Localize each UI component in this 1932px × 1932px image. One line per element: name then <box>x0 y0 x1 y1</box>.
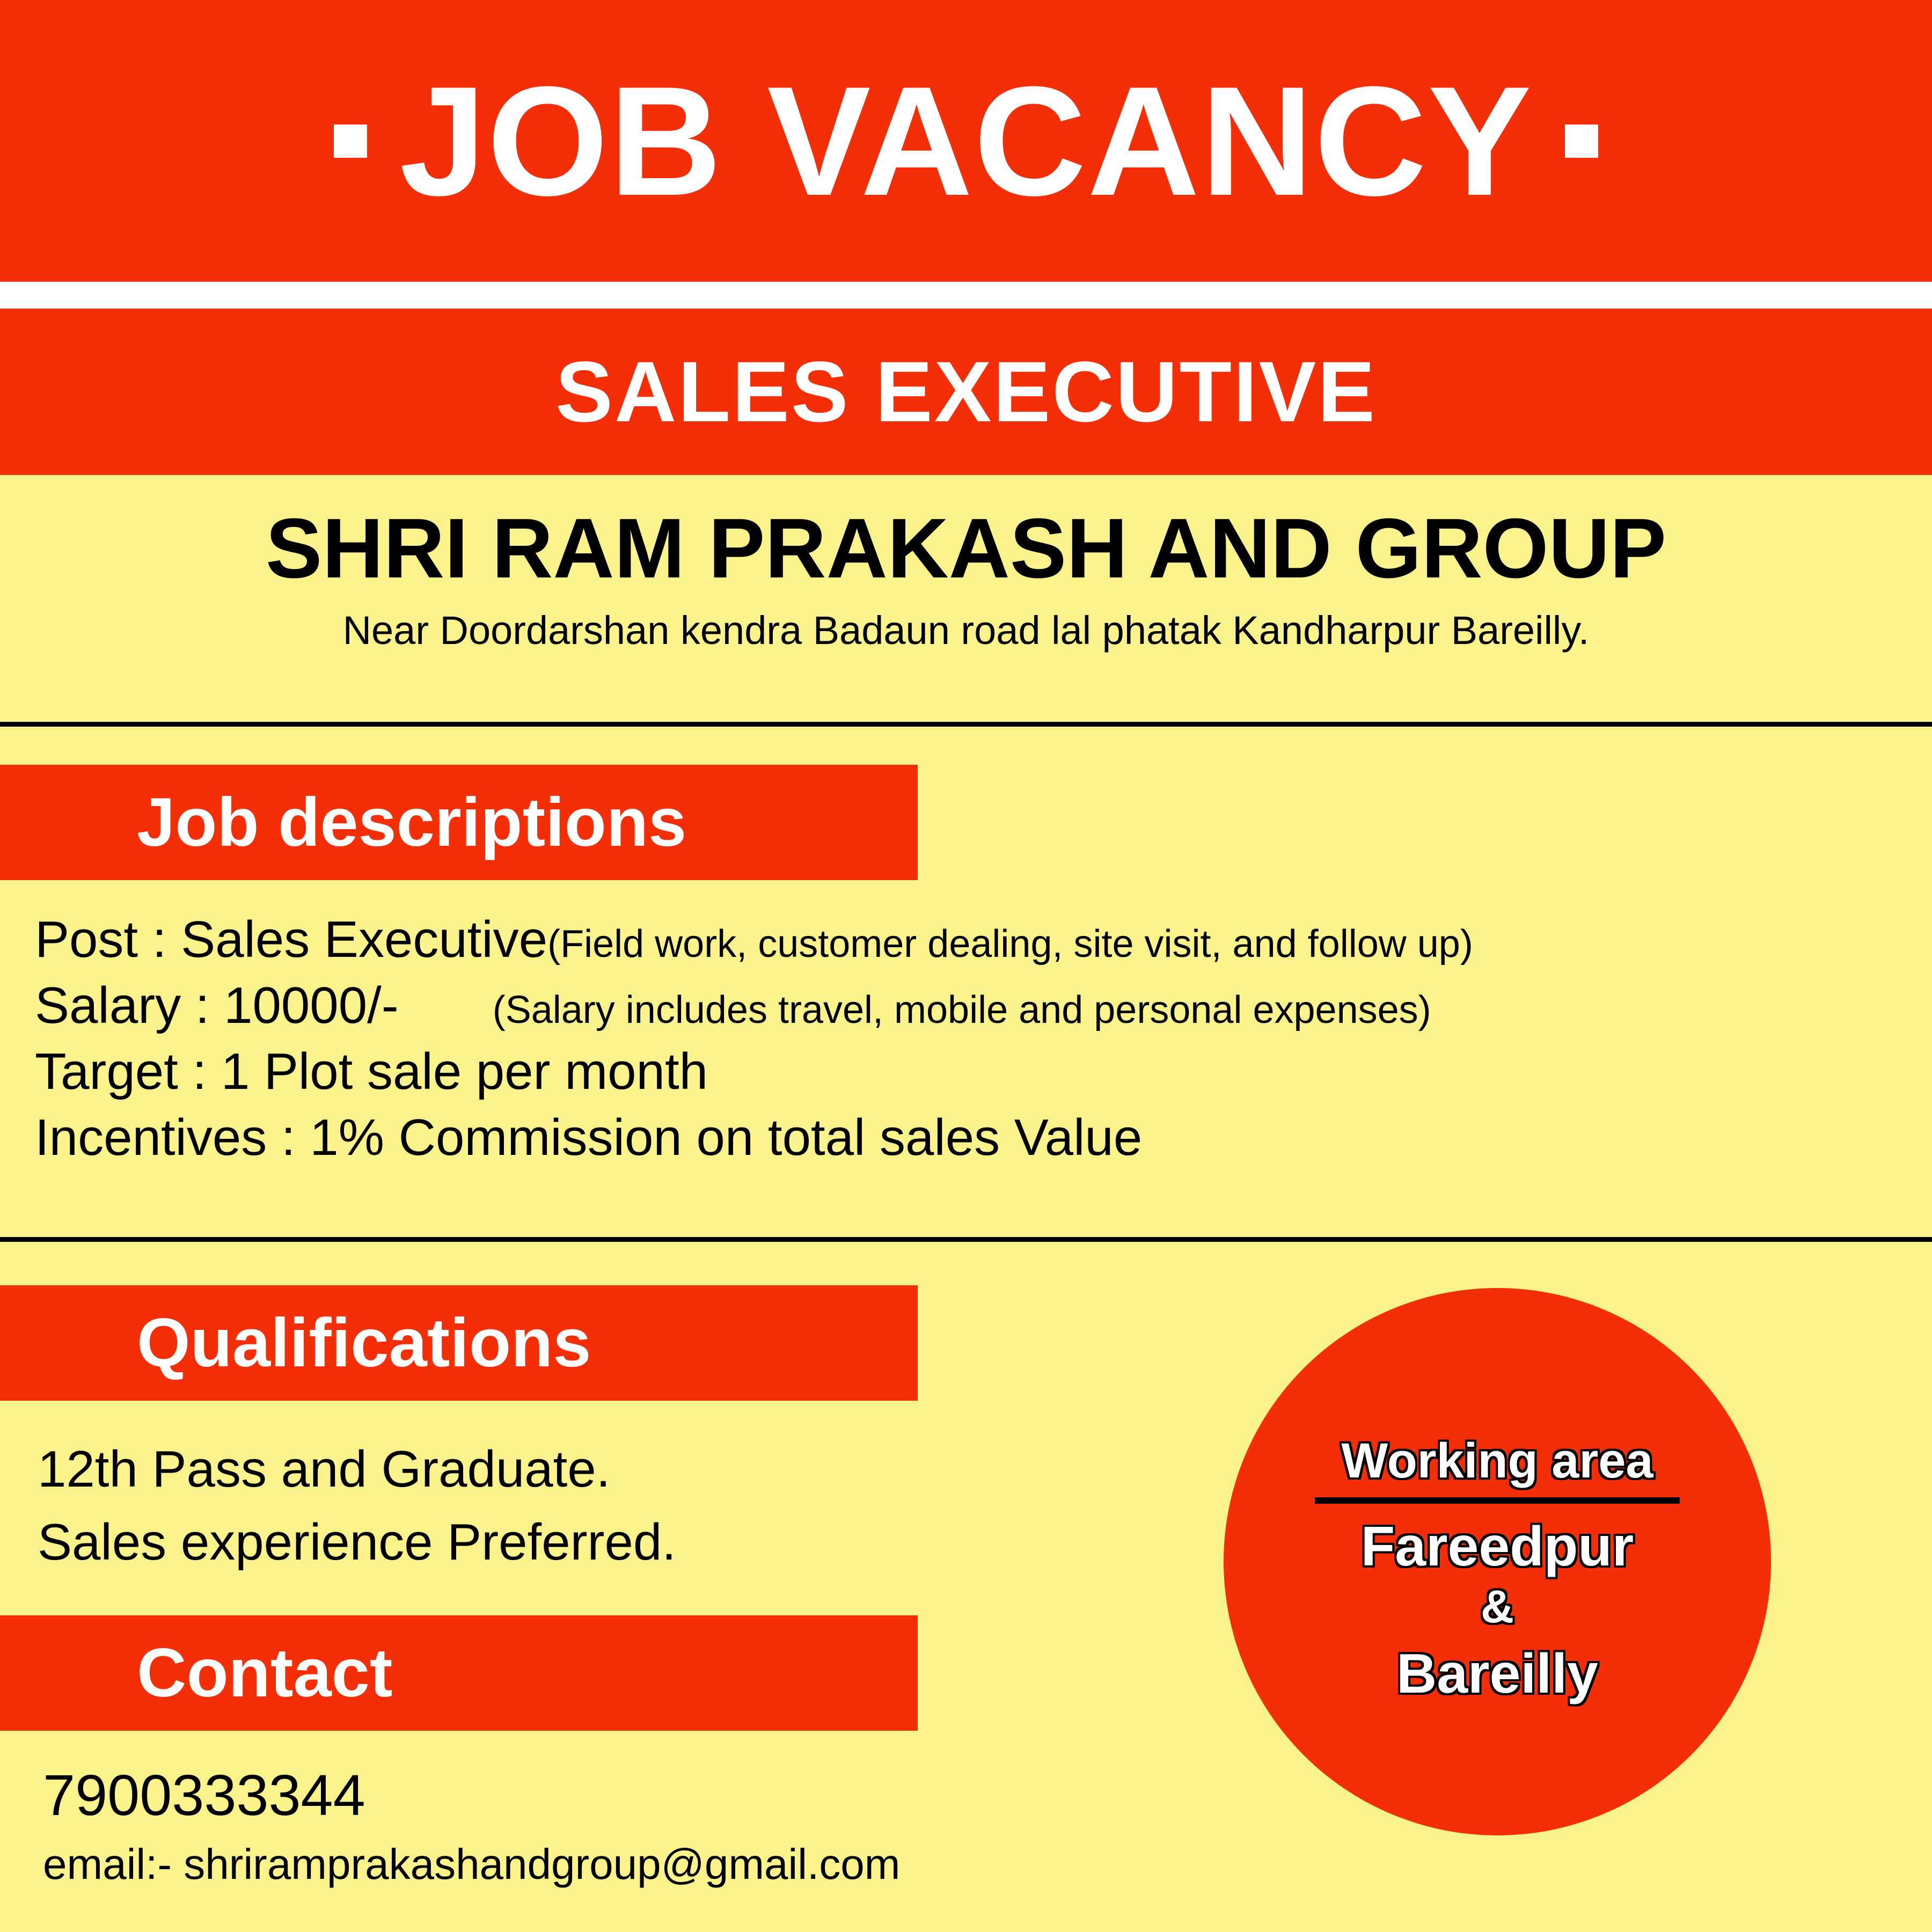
section-heading-job-descriptions <box>0 765 918 880</box>
job-description-line <box>35 1039 1902 1105</box>
job-descriptions-list <box>35 907 1902 1171</box>
section-divider-1 <box>0 722 1932 727</box>
job-description-main: Salary : 10000/- <box>35 976 399 1034</box>
job-description-line <box>35 907 1902 973</box>
job-description-main: Target : 1 Plot sale per month <box>35 1042 708 1100</box>
qualification-item: 12th Pass and Graduate. <box>38 1440 611 1498</box>
section-heading-contact-label: Contact <box>137 1634 393 1711</box>
working-area-underline <box>1315 1497 1680 1504</box>
contact-email[interactable]: email:- shriramprakashandgroup@gmail.com <box>43 1840 901 1888</box>
job-description-line <box>35 973 1902 1039</box>
section-heading-qualifications-label: Qualifications <box>137 1304 591 1381</box>
square-bullet-left-icon <box>334 125 367 158</box>
job-description-line <box>35 1105 1902 1171</box>
contact-details <box>43 1760 1331 1888</box>
job-description-main: Post : Sales Executive <box>35 911 548 968</box>
contact-phone[interactable]: 7900333344 <box>43 1762 365 1827</box>
job-description-main: Incentives : 1% Commission on total sales Value <box>35 1108 1143 1166</box>
qualification-item: Sales experience Preferred. <box>38 1513 676 1571</box>
working-area-separator: & <box>1480 1580 1514 1633</box>
company-block <box>0 475 1932 722</box>
section-heading-contact <box>0 1615 918 1731</box>
header-banner <box>0 0 1932 282</box>
company-name: SHRI RAM PRAKASH AND GROUP <box>265 501 1666 596</box>
header-divider <box>0 282 1932 309</box>
job-title: SALES EXECUTIVE <box>555 343 1377 440</box>
qualifications-list <box>38 1433 1165 1579</box>
header-inner <box>334 54 1598 228</box>
section-heading-job-descriptions-label: Job descriptions <box>137 784 687 861</box>
job-description-note: (Salary includes travel, mobile and personal expenses) <box>492 988 1431 1031</box>
company-address: Near Doordarshan kendra Badaun road lal phatak Kandharpur Bareilly. <box>342 608 1590 653</box>
working-area-place-1: Fareedpur <box>1360 1515 1634 1578</box>
working-area-badge <box>1224 1288 1771 1835</box>
section-heading-qualifications <box>0 1285 918 1401</box>
job-description-note: (Field work, customer dealing, site visit, and follow up) <box>547 923 1473 965</box>
working-area-title: Working area <box>1341 1433 1653 1488</box>
job-title-banner <box>0 309 1932 475</box>
page-title: JOB VACANCY <box>399 54 1533 228</box>
working-area-place-2: Bareilly <box>1396 1643 1598 1706</box>
square-bullet-right-icon <box>1565 125 1598 158</box>
section-divider-2 <box>0 1237 1932 1242</box>
